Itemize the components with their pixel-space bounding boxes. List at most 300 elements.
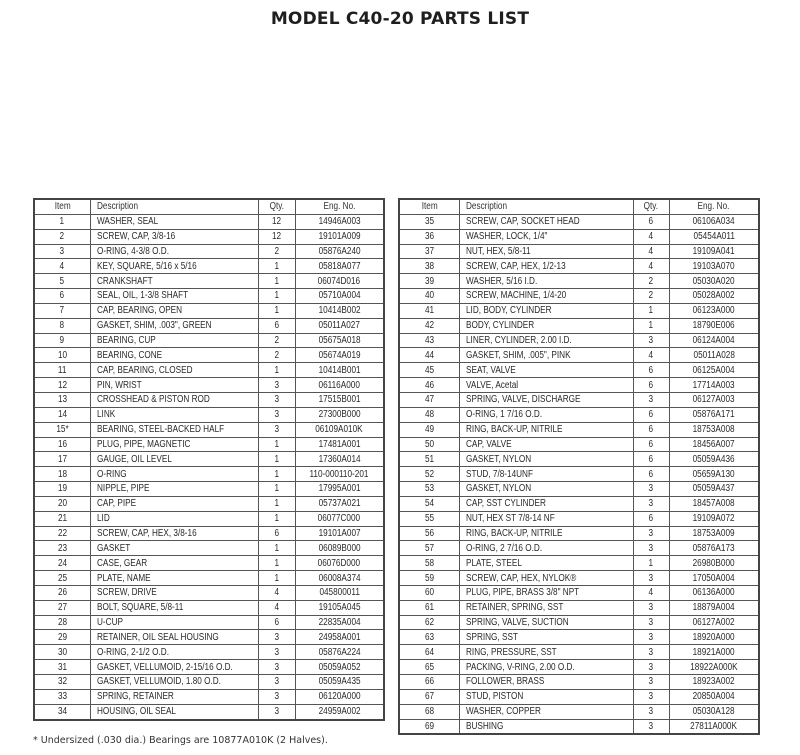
table-row <box>399 259 759 274</box>
cell-eng-no: 24958A001 <box>295 630 384 645</box>
table-row <box>34 541 384 556</box>
cell-qty: 1 <box>258 541 295 556</box>
cell-qty: 6 <box>258 526 295 541</box>
cell-item: 10 <box>34 348 90 363</box>
cell-eng-no: 17050A004 <box>669 571 759 586</box>
cell-qty: 1 <box>258 289 295 304</box>
parts-table-left <box>33 198 385 721</box>
cell-description: RING, BACK-UP, NITRILE <box>459 526 633 541</box>
cell-item: 25 <box>34 571 90 586</box>
cell-eng-no: 17481A001 <box>295 437 384 452</box>
cell-item: 18 <box>34 467 90 482</box>
cell-item: 44 <box>399 348 459 363</box>
cell-eng-no: 05659A130 <box>669 467 759 482</box>
cell-eng-no: 14946A003 <box>295 214 384 229</box>
cell-qty: 3 <box>258 704 295 719</box>
cell-qty: 3 <box>633 571 669 586</box>
cell-qty: 6 <box>258 318 295 333</box>
cell-qty: 1 <box>258 363 295 378</box>
parts-table-right-body <box>399 214 759 734</box>
table-row <box>399 615 759 630</box>
cell-eng-no: 06008A374 <box>295 571 384 586</box>
cell-item: 13 <box>34 392 90 407</box>
cell-description: BEARING, STEEL-BACKED HALF <box>90 422 258 437</box>
table-row <box>34 392 384 407</box>
cell-description: RING, PRESSURE, SST <box>459 645 633 660</box>
cell-qty: 2 <box>258 244 295 259</box>
cell-item: 23 <box>34 541 90 556</box>
table-row <box>34 437 384 452</box>
cell-description: BEARING, CONE <box>90 348 258 363</box>
cell-qty: 3 <box>258 645 295 660</box>
cell-description: PLATE, NAME <box>90 571 258 586</box>
cell-qty: 2 <box>258 348 295 363</box>
cell-eng-no: 05059A435 <box>295 675 384 690</box>
table-row <box>399 378 759 393</box>
cell-description: CROSSHEAD & PISTON ROD <box>90 392 258 407</box>
cell-item: 9 <box>34 333 90 348</box>
table-row <box>34 556 384 571</box>
cell-item: 41 <box>399 303 459 318</box>
cell-qty: 6 <box>633 452 669 467</box>
cell-item: 58 <box>399 556 459 571</box>
cell-eng-no: 05876A224 <box>295 645 384 660</box>
table-row <box>34 363 384 378</box>
table-row <box>399 303 759 318</box>
cell-eng-no: 05059A437 <box>669 482 759 497</box>
cell-description: LID <box>90 511 258 526</box>
cell-description: GASKET, NYLON <box>459 482 633 497</box>
cell-description: WASHER, 5/16 I.D. <box>459 274 633 289</box>
cell-qty: 2 <box>258 333 295 348</box>
cell-qty: 3 <box>633 496 669 511</box>
cell-item: 4 <box>34 259 90 274</box>
table-row <box>34 452 384 467</box>
cell-qty: 4 <box>633 585 669 600</box>
cell-qty: 1 <box>633 303 669 318</box>
cell-eng-no: 27811A000K <box>669 719 759 734</box>
column-header-description: Description <box>90 199 258 214</box>
cell-item: 68 <box>399 704 459 719</box>
cell-qty: 1 <box>258 437 295 452</box>
cell-eng-no: 19105A045 <box>295 600 384 615</box>
cell-qty: 3 <box>633 615 669 630</box>
cell-item: 50 <box>399 437 459 452</box>
cell-item: 48 <box>399 407 459 422</box>
column-header-eng-no: Eng. No. <box>669 199 759 214</box>
cell-item: 40 <box>399 289 459 304</box>
cell-eng-no: 18923A002 <box>669 675 759 690</box>
table-row <box>399 407 759 422</box>
table-row <box>34 526 384 541</box>
table-row <box>399 363 759 378</box>
cell-qty: 6 <box>633 467 669 482</box>
table-row <box>34 600 384 615</box>
cell-eng-no: 06123A000 <box>669 303 759 318</box>
table-row <box>34 333 384 348</box>
cell-qty: 6 <box>633 363 669 378</box>
cell-description: NUT, HEX, 5/8-11 <box>459 244 633 259</box>
cell-description: SCREW, CAP, 3/8-16 <box>90 229 258 244</box>
column-header-qty: Qty. <box>633 199 669 214</box>
cell-description: PACKING, V-RING, 2.00 O.D. <box>459 660 633 675</box>
cell-description: STUD, PISTON <box>459 689 633 704</box>
cell-qty: 6 <box>633 422 669 437</box>
cell-item: 8 <box>34 318 90 333</box>
cell-description: SCREW, CAP, HEX, 1/2-13 <box>459 259 633 274</box>
cell-qty: 12 <box>258 229 295 244</box>
table-row <box>399 541 759 556</box>
cell-eng-no: 05030A020 <box>669 274 759 289</box>
cell-eng-no: 18456A007 <box>669 437 759 452</box>
cell-qty: 3 <box>258 689 295 704</box>
cell-qty: 6 <box>633 378 669 393</box>
table-row <box>34 511 384 526</box>
cell-eng-no: 05454A011 <box>669 229 759 244</box>
cell-qty: 1 <box>258 496 295 511</box>
table-row <box>399 229 759 244</box>
table-row <box>34 571 384 586</box>
cell-qty: 4 <box>633 229 669 244</box>
table-row <box>399 675 759 690</box>
cell-description: U-CUP <box>90 615 258 630</box>
cell-qty: 1 <box>258 259 295 274</box>
cell-eng-no: 05059A436 <box>669 452 759 467</box>
cell-item: 52 <box>399 467 459 482</box>
cell-item: 63 <box>399 630 459 645</box>
cell-eng-no: 05710A004 <box>295 289 384 304</box>
cell-eng-no: 05011A027 <box>295 318 384 333</box>
cell-eng-no: 06109A010K <box>295 422 384 437</box>
cell-description: BOLT, SQUARE, 5/8-11 <box>90 600 258 615</box>
table-row <box>399 660 759 675</box>
cell-item: 6 <box>34 289 90 304</box>
cell-eng-no: 17515B001 <box>295 392 384 407</box>
cell-eng-no: 20850A004 <box>669 689 759 704</box>
cell-description: BODY, CYLINDER <box>459 318 633 333</box>
cell-item: 22 <box>34 526 90 541</box>
cell-qty: 6 <box>258 615 295 630</box>
cell-description: SEAT, VALVE <box>459 363 633 378</box>
cell-qty: 1 <box>258 511 295 526</box>
cell-item: 64 <box>399 645 459 660</box>
cell-qty: 3 <box>258 378 295 393</box>
cell-eng-no: 06089B000 <box>295 541 384 556</box>
table-row <box>399 437 759 452</box>
cell-qty: 3 <box>633 392 669 407</box>
cell-description: FOLLOWER, BRASS <box>459 675 633 690</box>
column-header-item: Item <box>34 199 90 214</box>
cell-eng-no: 05028A002 <box>669 289 759 304</box>
cell-eng-no: 05737A021 <box>295 496 384 511</box>
table-row <box>399 496 759 511</box>
column-header-description: Description <box>459 199 633 214</box>
table-header-row <box>399 199 759 214</box>
cell-eng-no: 18879A004 <box>669 600 759 615</box>
cell-qty: 1 <box>258 467 295 482</box>
cell-eng-no: 18921A000 <box>669 645 759 660</box>
table-row <box>34 689 384 704</box>
cell-eng-no: 18920A000 <box>669 630 759 645</box>
cell-description: O-RING, 1 7/16 O.D. <box>459 407 633 422</box>
cell-item: 56 <box>399 526 459 541</box>
cell-eng-no: 10414B002 <box>295 303 384 318</box>
cell-qty: 3 <box>258 422 295 437</box>
table-row <box>34 704 384 719</box>
cell-eng-no: 06074D016 <box>295 274 384 289</box>
cell-description: WASHER, LOCK, 1/4" <box>459 229 633 244</box>
cell-qty: 2 <box>633 274 669 289</box>
cell-description: GASKET, SHIM, .005", PINK <box>459 348 633 363</box>
cell-description: BUSHING <box>459 719 633 734</box>
column-header-eng-no: Eng. No. <box>295 199 384 214</box>
footnote: * Undersized (.030 dia.) Bearings are 10877A010K (2 Halves). <box>33 735 328 746</box>
cell-item: 30 <box>34 645 90 660</box>
cell-qty: 3 <box>633 333 669 348</box>
cell-description: NIPPLE, PIPE <box>90 482 258 497</box>
cell-description: SCREW, CAP, HEX, NYLOK® <box>459 571 633 586</box>
table-row <box>34 303 384 318</box>
cell-eng-no: 10414B001 <box>295 363 384 378</box>
cell-item: 38 <box>399 259 459 274</box>
table-row <box>34 645 384 660</box>
cell-eng-no: 18753A009 <box>669 526 759 541</box>
cell-item: 60 <box>399 585 459 600</box>
cell-item: 7 <box>34 303 90 318</box>
table-header-row <box>34 199 384 214</box>
cell-description: CASE, GEAR <box>90 556 258 571</box>
cell-description: LID, BODY, CYLINDER <box>459 303 633 318</box>
cell-eng-no: 22835A004 <box>295 615 384 630</box>
cell-qty: 3 <box>633 600 669 615</box>
table-row <box>34 229 384 244</box>
cell-qty: 3 <box>633 675 669 690</box>
table-row <box>399 274 759 289</box>
cell-item: 46 <box>399 378 459 393</box>
cell-eng-no: 18790E006 <box>669 318 759 333</box>
cell-item: 65 <box>399 660 459 675</box>
cell-eng-no: 05876A173 <box>669 541 759 556</box>
cell-eng-no: 19103A070 <box>669 259 759 274</box>
cell-description: WASHER, SEAL <box>90 214 258 229</box>
table-row <box>399 467 759 482</box>
cell-item: 69 <box>399 719 459 734</box>
cell-item: 34 <box>34 704 90 719</box>
cell-qty: 4 <box>633 259 669 274</box>
cell-qty: 3 <box>633 526 669 541</box>
cell-eng-no: 18753A008 <box>669 422 759 437</box>
table-row <box>34 214 384 229</box>
cell-eng-no: 17714A003 <box>669 378 759 393</box>
cell-item: 54 <box>399 496 459 511</box>
cell-description: RING, BACK-UP, NITRILE <box>459 422 633 437</box>
table-row <box>34 496 384 511</box>
cell-description: SPRING, VALVE, DISCHARGE <box>459 392 633 407</box>
table-row <box>34 259 384 274</box>
cell-description: CAP, VALVE <box>459 437 633 452</box>
cell-qty: 4 <box>258 585 295 600</box>
table-row <box>399 482 759 497</box>
cell-description: O-RING <box>90 467 258 482</box>
cell-qty: 4 <box>633 244 669 259</box>
cell-item: 32 <box>34 675 90 690</box>
cell-eng-no: 05011A028 <box>669 348 759 363</box>
cell-eng-no: 05675A018 <box>295 333 384 348</box>
cell-item: 33 <box>34 689 90 704</box>
cell-description: GASKET, VELLUMOID, 2-15/16 O.D. <box>90 660 258 675</box>
cell-qty: 3 <box>258 630 295 645</box>
cell-item: 5 <box>34 274 90 289</box>
cell-description: GASKET <box>90 541 258 556</box>
cell-description: PLUG, PIPE, BRASS 3/8" NPT <box>459 585 633 600</box>
cell-qty: 1 <box>633 556 669 571</box>
cell-qty: 4 <box>258 600 295 615</box>
cell-eng-no: 17360A014 <box>295 452 384 467</box>
cell-qty: 3 <box>258 407 295 422</box>
cell-item: 62 <box>399 615 459 630</box>
table-row <box>34 660 384 675</box>
column-header-qty: Qty. <box>258 199 295 214</box>
table-row <box>34 378 384 393</box>
table-row <box>399 214 759 229</box>
cell-description: VALVE, Acetal <box>459 378 633 393</box>
cell-eng-no: 18922A000K <box>669 660 759 675</box>
table-row <box>399 556 759 571</box>
cell-item: 24 <box>34 556 90 571</box>
cell-item: 3 <box>34 244 90 259</box>
table-row <box>399 289 759 304</box>
cell-qty: 1 <box>258 274 295 289</box>
cell-description: PLUG, PIPE, MAGNETIC <box>90 437 258 452</box>
cell-description: GASKET, SHIM, .003", GREEN <box>90 318 258 333</box>
cell-item: 47 <box>399 392 459 407</box>
cell-eng-no: 19101A009 <box>295 229 384 244</box>
cell-description: RETAINER, OIL SEAL HOUSING <box>90 630 258 645</box>
table-row <box>399 526 759 541</box>
cell-qty: 6 <box>633 214 669 229</box>
cell-item: 35 <box>399 214 459 229</box>
cell-item: 42 <box>399 318 459 333</box>
cell-eng-no: 26980B000 <box>669 556 759 571</box>
cell-qty: 3 <box>633 541 669 556</box>
cell-item: 2 <box>34 229 90 244</box>
cell-qty: 3 <box>633 689 669 704</box>
cell-description: CAP, BEARING, CLOSED <box>90 363 258 378</box>
table-row <box>399 704 759 719</box>
cell-description: SCREW, CAP, SOCKET HEAD <box>459 214 633 229</box>
cell-item: 57 <box>399 541 459 556</box>
cell-item: 66 <box>399 675 459 690</box>
cell-description: HOUSING, OIL SEAL <box>90 704 258 719</box>
cell-eng-no: 06124A004 <box>669 333 759 348</box>
table-row <box>34 615 384 630</box>
cell-qty: 1 <box>258 303 295 318</box>
table-row <box>399 719 759 734</box>
table-row <box>399 244 759 259</box>
page-title: MODEL C40-20 PARTS LIST <box>270 9 530 29</box>
cell-description: CRANKSHAFT <box>90 274 258 289</box>
table-row <box>399 452 759 467</box>
cell-qty: 3 <box>633 645 669 660</box>
table-row <box>399 689 759 704</box>
cell-qty: 1 <box>258 452 295 467</box>
cell-qty: 3 <box>258 675 295 690</box>
cell-item: 1 <box>34 214 90 229</box>
cell-eng-no: 05059A052 <box>295 660 384 675</box>
cell-eng-no: 06127A002 <box>669 615 759 630</box>
cell-description: BEARING, CUP <box>90 333 258 348</box>
cell-eng-no: 06076D000 <box>295 556 384 571</box>
table-row <box>34 244 384 259</box>
cell-eng-no: 18457A008 <box>669 496 759 511</box>
cell-description: GAUGE, OIL LEVEL <box>90 452 258 467</box>
cell-eng-no: 06077C000 <box>295 511 384 526</box>
cell-description: SCREW, MACHINE, 1/4-20 <box>459 289 633 304</box>
cell-description: LINER, CYLINDER, 2.00 I.D. <box>459 333 633 348</box>
table-row <box>399 630 759 645</box>
cell-eng-no: 19101A007 <box>295 526 384 541</box>
cell-description: O-RING, 4-3/8 O.D. <box>90 244 258 259</box>
cell-description: LINK <box>90 407 258 422</box>
cell-qty: 6 <box>633 511 669 526</box>
cell-qty: 2 <box>633 289 669 304</box>
table-row <box>34 274 384 289</box>
cell-item: 53 <box>399 482 459 497</box>
table-row <box>399 422 759 437</box>
cell-description: CAP, SST CYLINDER <box>459 496 633 511</box>
cell-eng-no: 05818A077 <box>295 259 384 274</box>
table-row <box>34 407 384 422</box>
cell-qty: 3 <box>633 719 669 734</box>
cell-item: 49 <box>399 422 459 437</box>
cell-description: SPRING, VALVE, SUCTION <box>459 615 633 630</box>
cell-eng-no: 05030A128 <box>669 704 759 719</box>
cell-description: O-RING, 2-1/2 O.D. <box>90 645 258 660</box>
cell-item: 15* <box>34 422 90 437</box>
cell-eng-no: 19109A041 <box>669 244 759 259</box>
parts-table-left-body <box>34 214 384 719</box>
cell-eng-no: 06106A034 <box>669 214 759 229</box>
cell-qty: 3 <box>258 392 295 407</box>
cell-item: 16 <box>34 437 90 452</box>
table-row <box>34 289 384 304</box>
cell-item: 45 <box>399 363 459 378</box>
cell-eng-no: 17995A001 <box>295 482 384 497</box>
cell-qty: 4 <box>633 348 669 363</box>
cell-description: SCREW, DRIVE <box>90 585 258 600</box>
cell-description: SEAL, OIL, 1-3/8 SHAFT <box>90 289 258 304</box>
cell-qty: 1 <box>633 318 669 333</box>
cell-eng-no: 05876A171 <box>669 407 759 422</box>
cell-description: RETAINER, SPRING, SST <box>459 600 633 615</box>
table-row <box>34 585 384 600</box>
cell-eng-no: 06127A003 <box>669 392 759 407</box>
table-row <box>399 571 759 586</box>
cell-item: 17 <box>34 452 90 467</box>
cell-item: 39 <box>399 274 459 289</box>
cell-description: PLATE, STEEL <box>459 556 633 571</box>
table-row <box>34 422 384 437</box>
cell-item: 19 <box>34 482 90 497</box>
cell-qty: 6 <box>633 437 669 452</box>
parts-table-right <box>398 198 760 735</box>
cell-description: STUD, 7/8-14UNF <box>459 467 633 482</box>
table-row <box>34 482 384 497</box>
table-row <box>399 511 759 526</box>
cell-description: WASHER, COPPER <box>459 704 633 719</box>
cell-item: 28 <box>34 615 90 630</box>
table-row <box>34 630 384 645</box>
